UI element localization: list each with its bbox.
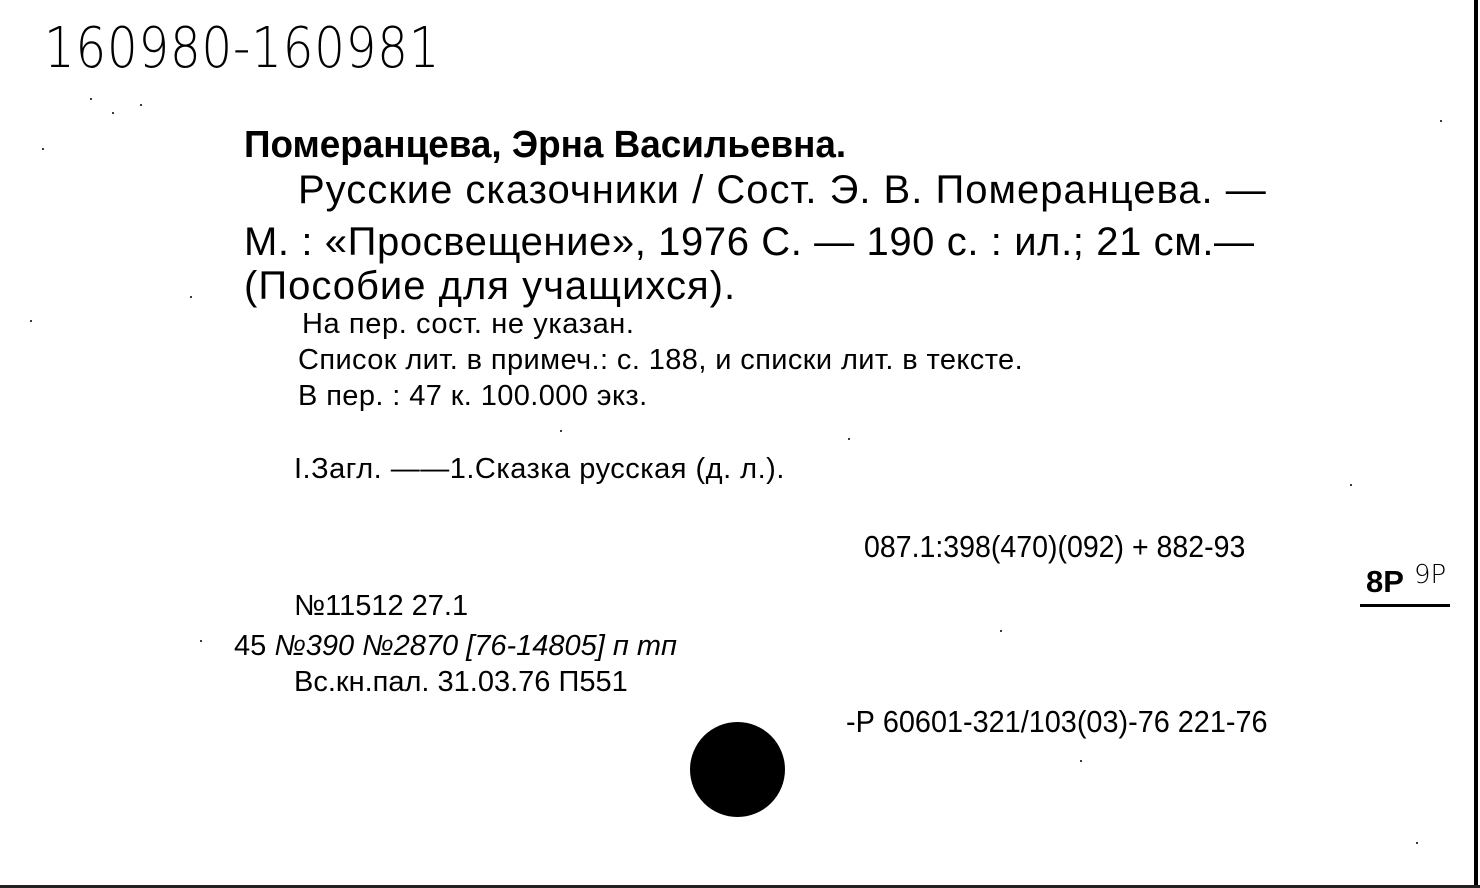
classification-code: 8Р xyxy=(1366,564,1404,599)
subject-headings: I.Загл. ——1.Сказка русская (д. л.). xyxy=(294,453,785,485)
title-line-2: М. : «Просвещение», 1976 С. — 190 с. : ил.; 21 см.— xyxy=(244,220,1255,264)
scan-speck xyxy=(42,148,44,150)
scan-speck xyxy=(1440,120,1442,122)
udc-code: 087.1:398(470)(092) + 882-93 xyxy=(864,529,1246,564)
scan-speck xyxy=(1000,630,1002,632)
scan-speck xyxy=(1350,484,1352,486)
title-line-1: Русские сказочники / Сост. Э. В. Померанцева. — xyxy=(298,168,1267,212)
register-prefix: 45 xyxy=(234,630,267,662)
register-line xyxy=(234,632,677,661)
note-compiler: На пер. сост. не указан. xyxy=(302,308,635,340)
scan-speck xyxy=(30,320,32,322)
scan-speck xyxy=(1416,842,1418,844)
scan-speck xyxy=(90,98,92,100)
handwritten-call-number: 160980-160981 xyxy=(44,16,441,81)
register-numbers: №390 №2870 [76-14805] п тп xyxy=(274,630,678,662)
bbk-code: -Р 60601-321/103(03)-76 221-76 xyxy=(846,704,1268,739)
title-line-3: (Пособие для учащихся). xyxy=(244,264,737,308)
card-right-edge xyxy=(1474,0,1478,888)
record-number: №11512 27.1 xyxy=(294,590,469,622)
handwritten-classification-mark: 9Р xyxy=(1414,560,1447,590)
scan-speck xyxy=(560,430,562,432)
book-chamber-line: Вс.кн.пал. 31.03.76 П551 xyxy=(294,666,628,698)
scan-speck xyxy=(112,112,114,114)
scan-speck xyxy=(140,104,142,106)
scan-speck xyxy=(848,438,850,440)
classification-underline xyxy=(1360,604,1450,607)
punch-hole xyxy=(690,722,785,817)
note-bibliography: Список лит. в примеч.: с. 188, и списки лит. в тексте. xyxy=(298,344,1024,376)
note-price-copies: В пер. : 47 к. 100.000 экз. xyxy=(298,380,648,412)
scan-speck xyxy=(1080,760,1082,762)
author-heading: Померанцева, Эрна Васильевна. xyxy=(244,124,847,166)
scan-speck xyxy=(200,640,202,642)
scan-speck xyxy=(190,296,192,298)
